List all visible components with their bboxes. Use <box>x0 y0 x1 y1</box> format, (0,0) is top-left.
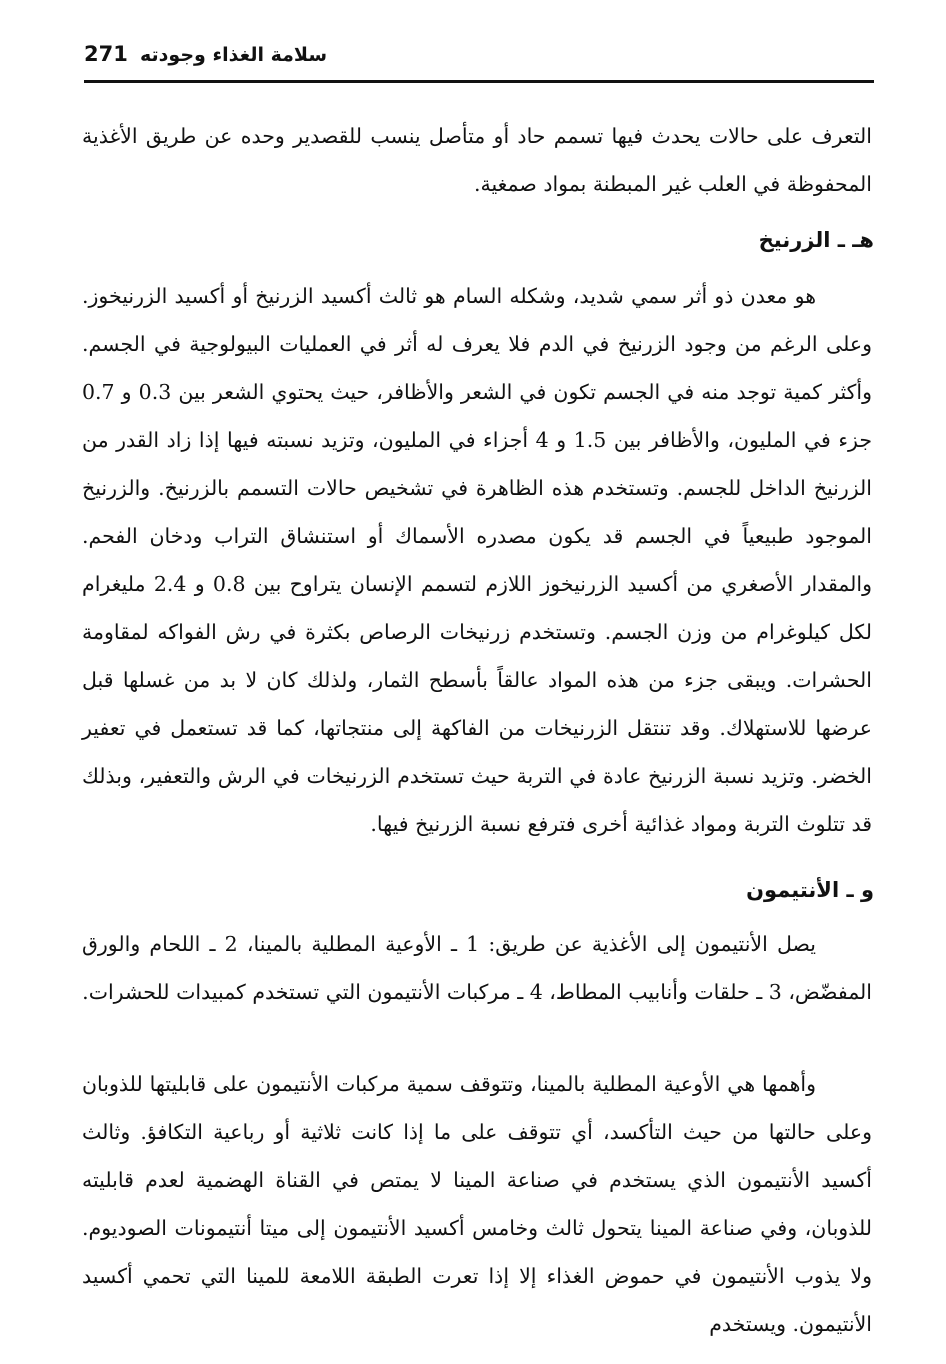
intro-paragraph-block <box>82 112 872 208</box>
section-heading-arsenic: هـ ـ الزرنيخ <box>758 228 874 252</box>
antimony-paragraph-1: يصل الأنتيمون إلى الأغذية عن طريق: 1 ـ الأوعية المطلية بالمينا، 2 ـ اللحام والورق المفضّض، 3 ـ حلقات وأنابيب المطاط، 4 ـ مركبات الأنتيمون التي تستخدم كمبيدات للحشرات. <box>82 932 872 1004</box>
antimony-paragraph-block-2 <box>82 1060 872 1348</box>
section-heading-antimony: و ـ الأنتيمون <box>746 878 874 902</box>
page-number: 271 <box>84 42 128 66</box>
antimony-paragraph-2: وأهمها هي الأوعية المطلية بالمينا، وتتوقف سمية مركبات الأنتيمون على قابليتها للذوبان وعلى حالتها من حيث التأكسد، أي تتوقف على ما إذا كانت ثلاثية أو رباعية التكافؤ. وثالث أكسيد الأنتيمون الذي يستخدم في صناعة المينا لا يمتص في القناة الهضمية لعدم قابليته للذوبان، وفي صناعة المينا يتحول ثالث وخامس أكسيد الأنتيمون إلى ميتا أنتيمونات الصوديوم. ولا يذوب الأنتيمون في حموض الغذاء إلا إذا تعرت الطبقة اللامعة للمينا التي تحمي أكسيد الأنتيمون. ويستخدم <box>82 1072 872 1336</box>
intro-paragraph: التعرف على حالات يحدث فيها تسمم حاد أو متأصل ينسب للقصدير وحده عن طريق الأغذية المحفوظة في العلب غير المبطنة بمواد صمغية. <box>82 124 872 196</box>
running-title: سلامة الغذاء وجودته <box>140 44 328 66</box>
running-header <box>84 40 874 83</box>
arsenic-paragraph: هو معدن ذو أثر سمي شديد، وشكله السام هو ثالث أكسيد الزرنيخ أو أكسيد الزرنيخوز. وعلى الرغم من وجود الزرنيخ في الدم فلا يعرف له أثر في العمليات البيولوجية في الجسم. وأكثر كمية توجد منه في الجسم تكون في الشعر والأظافر، حيث يحتوي الشعر بين 0.3 و 0.7 جزء في المليون، والأظافر بين 1.5 و 4 أجزاء في المليون، وتزيد نسبته فيها إذا زاد القدر من الزرنيخ الداخل للجسم. وتستخدم هذه الظاهرة في تشخيص حالات التسمم بالزرنيخ. والزرنيخ الموجود طبيعياً في الجسم قد يكون مصدره الأسماك أو استنشاق التراب ودخان الفحم. والمقدار الأصغري من أكسيد الزرنيخوز اللازم لتسمم الإنسان يتراوح بين 0.8 و 2.4 مليغرام لكل كيلوغرام من وزن الجسم. وتستخدم زرنيخات الرصاص بكثرة في رش الفواكه لمقاومة الحشرات. ويبقى جزء من هذه المواد عالقاً بأسطح الثمار، ولذلك كان لا بد من غسلها قبل عرضها للاستهلاك. وقد تنتقل الزرنيخات من الفاكهة إلى منتجاتها، كما قد تستعمل في تعفير الخضر. وتزيد نسبة الزرنيخ عادة في التربة حيث تستخدم الزرنيخات في الرش والتعفير، وبذلك قد تتلوث التربة ومواد غذائية أخرى فترفع نسبة الزرنيخ فيها. <box>82 284 873 836</box>
antimony-paragraph-block <box>82 920 872 1016</box>
arsenic-paragraph-block <box>82 272 872 848</box>
